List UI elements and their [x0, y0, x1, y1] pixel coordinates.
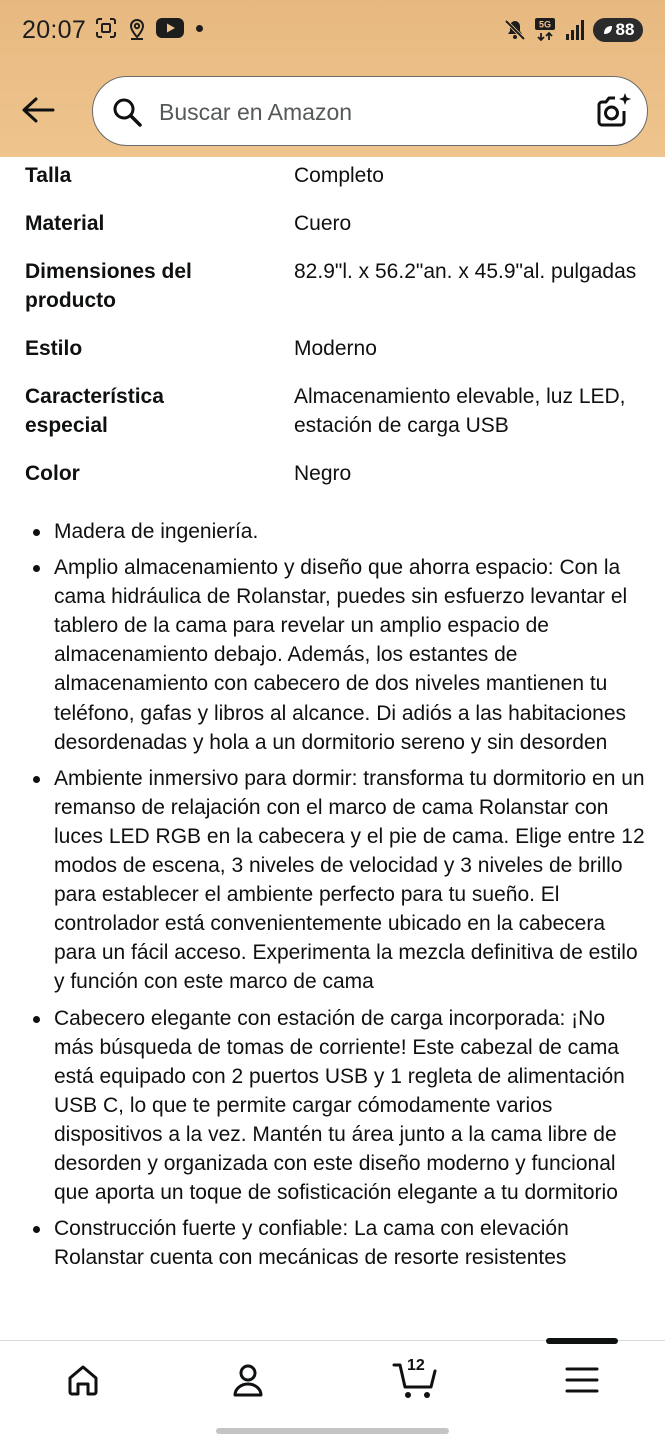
- gesture-home-indicator[interactable]: [216, 1428, 449, 1434]
- top-header: [0, 0, 665, 157]
- svg-text:5G: 5G: [538, 19, 552, 30]
- spec-row: [25, 209, 645, 238]
- spec-key: Dimensiones del producto: [25, 260, 192, 312]
- list-item: Construcción fuerte y confiable: La cama con elevación Rolanstar cuenta con mecánicas de resorte resistentes: [25, 1214, 645, 1272]
- search-input[interactable]: [159, 95, 559, 129]
- status-icons-left: [94, 16, 203, 40]
- back-arrow-icon: [21, 96, 55, 124]
- back-button[interactable]: [16, 88, 60, 132]
- list-item: Ambiente inmersivo para dormir: transforma tu dormitorio en un remanso de relajación con el marco de cama Rolanstar con luces LED RGB en la cabecera y el pie de cama. Elige entre 12 modos de escena, 3 niveles de velocidad y 3 niveles de brillo para establecer el ambiente perfecto para tu sueño. El controlador está convenientemente ubicado en la cabecera para un fácil acceso. Experimenta la mezcla definitiva de estilo y función con este marco de cama: [25, 764, 645, 997]
- spec-value: Negro: [294, 462, 352, 485]
- menu-icon: [565, 1366, 599, 1394]
- spec-value: Completo: [294, 164, 384, 187]
- screenshot-icon: [94, 16, 118, 40]
- spec-value: Almacenamiento elevable, luz LED, estación de carga USB: [294, 385, 626, 437]
- list-item: Madera de ingeniería.: [25, 517, 645, 546]
- nav-account[interactable]: [218, 1355, 278, 1405]
- spec-value: Cuero: [294, 212, 352, 235]
- nav-menu[interactable]: [552, 1355, 612, 1405]
- notification-dot-icon: [196, 25, 203, 32]
- spec-value: 82.9"l. x 56.2"an. x 45.9"al. pulgadas: [294, 260, 637, 283]
- spec-row: [25, 257, 645, 315]
- location-icon: [126, 16, 148, 40]
- account-icon: [230, 1362, 266, 1398]
- cart-count-badge: 12: [407, 1357, 425, 1374]
- nav-home[interactable]: [53, 1355, 113, 1405]
- spec-key: Material: [25, 212, 105, 235]
- search-icon[interactable]: [111, 96, 143, 133]
- bottom-navigation: [0, 1340, 665, 1440]
- mute-icon: [503, 18, 527, 42]
- home-icon: [65, 1362, 101, 1398]
- list-item: Amplio almacenamiento y diseño que ahorra espacio: Con la cama hidráulica de Rolanstar, puedes sin esfuerzo levantar el tablero de la cama para revelar un amplio espacio de almacenamiento debajo. Además, los estantes de almacenamiento con cabecero de dos niveles mantienen tu teléfono, gafas y libros al alcance. Di adiós a las habitaciones desordenadas y hola a un dormitorio sereno y sin desorden: [25, 553, 645, 757]
- search-bar[interactable]: [92, 76, 648, 146]
- feature-bullets: [25, 517, 645, 1279]
- battery-level: 88: [615, 20, 635, 39]
- 5g-icon: [535, 18, 557, 42]
- spec-row: [25, 459, 645, 488]
- spec-row: [25, 334, 645, 363]
- list-item: Cabecero elegante con estación de carga incorporada: ¡No más búsqueda de tomas de corriente! Este cabezal de cama está equipado con 2 puertos USB y 1 regleta de alimentación USB C, lo que te permite cargar cómodamente varios dispositivos a la vez. Mantén tu área junto a la cama libre de desorden y organizada con este diseño moderno y funcional que aporta un toque de sofisticación elegante a tu dormitorio: [25, 1004, 645, 1208]
- spec-value: Moderno: [294, 337, 377, 360]
- spec-key: Estilo: [25, 337, 83, 360]
- camera-search-icon[interactable]: [593, 91, 633, 136]
- nav-cart[interactable]: [385, 1355, 445, 1405]
- status-time: 20:07: [22, 16, 87, 44]
- signal-icon: [565, 19, 585, 41]
- spec-key: Color: [25, 462, 80, 485]
- specs-table: [25, 161, 645, 507]
- battery-icon: [593, 18, 643, 42]
- active-tab-indicator: [546, 1338, 618, 1344]
- product-details: [0, 157, 665, 1340]
- spec-row: [25, 161, 645, 190]
- youtube-icon: [156, 18, 184, 38]
- status-icons-right: [503, 18, 643, 42]
- spec-row: [25, 382, 645, 440]
- spec-key: Talla: [25, 164, 72, 187]
- spec-key: Característica especial: [25, 385, 164, 437]
- status-bar: [0, 0, 665, 64]
